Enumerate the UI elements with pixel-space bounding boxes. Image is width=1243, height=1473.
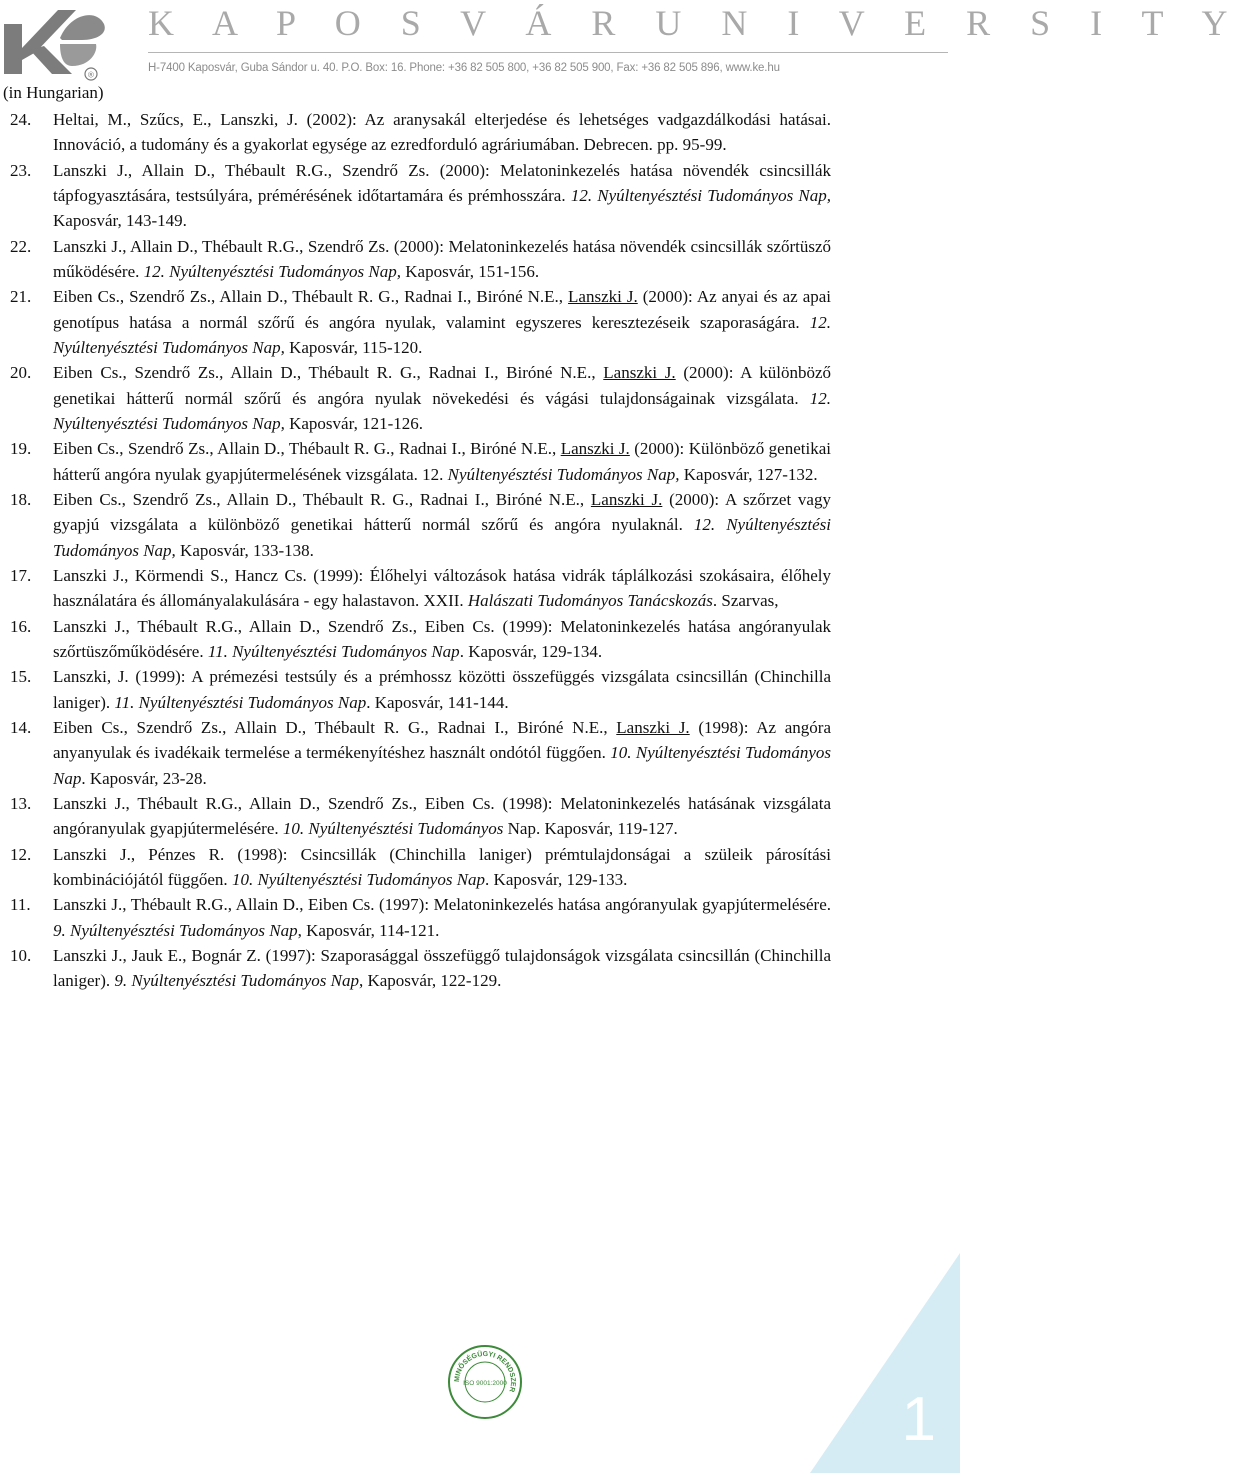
reference-segment: Kaposvár, 133-138.	[175, 540, 314, 560]
reference-segment: Heltai, M., Szűcs, E., Lanszki, J. (2002): Az aranysakál elterjedése és lehetséges vadgazdálkodási hatásai. Innováció, a tudomány és a gyakorlat egysége az ezredforduló agráriumában. Debrecen. pp. 95-99.	[53, 110, 831, 155]
reference-number: 23.	[10, 160, 32, 180]
reference-segment: Lanszki J., Körmendi S., Hancz Cs. (1999): Élőhelyi változások hatása vidrák táplálkozási szokásaira, élőhely használatára és állományalakulására - egy halastavon. XXII.	[53, 565, 831, 611]
reference-segment: Lanszki J., Allain D., Thébault R.G., Szendrő Zs. (2000): Melatoninkezelés hatása növendék csincsillák szőrtüsző működésére.	[53, 236, 831, 281]
university-address: H-7400 Kaposvár, Guba Sándor u. 40. P.O. Box: 16. Phone: +36 82 505 800, +36 82 505 900, Fax: +36 82 505 896, www.ke.hu	[148, 62, 780, 74]
reference-segment: Eiben Cs., Szendrő Zs., Allain D., Thébault R. G., Radnai I., Biróné N.E.,	[53, 363, 604, 383]
reference-number: 20.	[10, 363, 32, 383]
reference-segment: (2000): A különböző genetikai hátterű normál szőrű és angóra nyulak növekedési és vágási tulajdonságainak vizsgálata.	[53, 363, 831, 408]
reference-segment: Lanszki J., Allain D., Thébault R.G., Szendrő Zs. (2000): Melatoninkezelés hatása növendék csincsillák tápfogyasztására, testsúlyára, prémérésének időtartamára és prémhosszára.	[53, 160, 831, 205]
reference-segment: , Kaposvár, 122-129.	[358, 971, 502, 991]
reference-item	[10, 943, 831, 994]
publication-title: 9. Nyúltenyésztési Tudományos Nap	[114, 971, 359, 991]
reference-segment: . Kaposvár, 129-133.	[485, 869, 628, 889]
header-divider	[148, 52, 948, 53]
reference-number: 19.	[10, 439, 32, 459]
reference-number: 11.	[10, 895, 31, 915]
reference-segment: . Kaposvár, 141-144.	[366, 692, 509, 712]
reference-item	[10, 436, 831, 487]
reference-segment: Lanszki J., Pénzes R. (1998): Csincsillák (Chinchilla laniger) prémtulajdonságai a szüleik párosítási kombinációjától függően.	[53, 844, 831, 889]
stamp-code: ISO 9001:2000	[463, 1380, 507, 1387]
highlighted-author: Lanszki J.	[590, 489, 663, 509]
highlighted-author: Lanszki J.	[560, 439, 630, 459]
publication-title: Nyúltenyésztési Tudományos Nap,	[447, 464, 680, 484]
reference-text	[53, 791, 831, 842]
reference-segment: (2000): A szőrzet vagy gyapjú vizsgálata a különböző genetikai hátterű normál szőrű és angóra nyulaknál.	[53, 489, 831, 535]
reference-number: 14.	[10, 717, 32, 737]
reference-text	[53, 360, 831, 436]
reference-item	[10, 360, 831, 436]
page-number: 1	[901, 1385, 936, 1454]
highlighted-author: Lanszki J.	[603, 363, 676, 383]
reference-segment: , Kaposvár, 114-121.	[297, 920, 440, 940]
iso-certification-stamp	[447, 1344, 523, 1420]
reference-number: 10.	[10, 945, 32, 965]
reference-text	[53, 107, 831, 158]
reference-item	[10, 664, 831, 715]
reference-item	[10, 842, 831, 893]
reference-number: 15.	[10, 667, 32, 687]
reference-number: 12.	[10, 844, 32, 864]
reference-segment: Lanszki J., Jauk E., Bognár Z. (1997): Szaporasággal összefüggő tulajdonságok vizsgálata csincsillán (Chinchilla laniger).	[53, 945, 831, 991]
reference-text	[53, 234, 831, 285]
reference-segment: Lanszki J., Thébault R.G., Allain D., Szendrő Zs., Eiben Cs. (1998): Melatoninkezelés hatásának vizsgálata angóranyulak gyapjútermelésére.	[53, 793, 831, 839]
reference-item	[10, 563, 831, 614]
reference-text	[53, 892, 831, 943]
reference-text	[53, 943, 831, 994]
reference-text	[53, 715, 831, 791]
reference-text	[53, 436, 831, 487]
reference-number: 16.	[10, 616, 32, 636]
reference-text	[53, 563, 831, 614]
publication-title: 12. Nyúltenyésztési Tudományos Nap,	[53, 312, 831, 357]
publication-title: 12. Nyúltenyésztési Tudományos Nap,	[570, 185, 832, 205]
reference-item	[10, 715, 831, 791]
highlighted-author: Lanszki J.	[616, 717, 690, 737]
reference-segment: Eiben Cs., Szendrő Zs., Allain D., Thébault R. G., Radnai I., Biróné N.E.,	[53, 717, 617, 737]
reference-text	[53, 487, 831, 563]
publication-title: 12. Nyúltenyésztési Tudományos Nap,	[53, 388, 831, 433]
reference-number: 21.	[10, 287, 32, 307]
publication-title: 12. Nyúltenyésztési Tudományos Nap,	[143, 261, 401, 281]
reference-segment: Lanszki, J. (1999): A prémezési testsúly és a prémhossz közötti összefüggés vizsgálata csincsillán (Chinchilla laniger).	[53, 667, 831, 712]
publication-title: 12. Nyúltenyésztési Tudományos Nap,	[53, 515, 831, 560]
reference-item	[10, 614, 831, 665]
stamp-text: MINŐSÉGÜGYI RENDSZER	[453, 1350, 517, 1393]
reference-segment: Lanszki J., Thébault R.G., Allain D., Eiben Cs. (1997): Melatoninkezelés hatása angóranyulak gyapjútermelésére.	[53, 895, 831, 915]
reference-segment: Lanszki J., Thébault R.G., Allain D., Szendrő Zs., Eiben Cs. (1999): Melatoninkezelés hatása angóranyulak szőrtüszőműködésére.	[53, 616, 831, 661]
reference-number: 17.	[10, 565, 32, 585]
reference-number: 13.	[10, 793, 32, 813]
reference-text	[53, 664, 831, 715]
reference-segment: Eiben Cs., Szendrő Zs., Allain D., Thébault R. G., Radnai I., Biróné N.E.,	[53, 287, 569, 307]
reference-segment: (2000): Különböző genetikai hátterű angóra nyulak gyapjútermelésének vizsgálata. 12.	[53, 439, 831, 484]
reference-segment: (1998): Az angóra anyanyulak és ivadékaik termelése a termékenyítéshez használt ondótól függően.	[53, 717, 831, 763]
reference-segment: Kaposvár, 151-156.	[401, 261, 540, 281]
publication-title: 10. Nyúltenyésztési Tudományos Nap	[231, 869, 486, 889]
university-logo	[0, 0, 110, 86]
reference-number: 18.	[10, 489, 32, 509]
corner-decoration	[810, 1253, 960, 1473]
reference-text	[53, 284, 831, 360]
publication-title: 9. Nyúltenyésztési Tudományos Nap	[53, 920, 298, 940]
highlighted-author: Lanszki J.	[568, 287, 638, 307]
reference-segment: Kaposvár, 121-126.	[284, 413, 423, 433]
reference-list	[10, 107, 831, 993]
reference-segment: . Kaposvár, 23-28.	[81, 768, 207, 788]
reference-item	[10, 158, 831, 234]
registered-mark: ®	[88, 70, 94, 80]
reference-text	[53, 614, 831, 665]
reference-segment: . Szarvas,	[712, 591, 779, 611]
reference-segment: (2000): Az anyai és az apai genotípus hatása a normál szőrű és angóra nyulak, valamint egyszeres keresztezéseik szaporaságára.	[53, 287, 832, 332]
publication-title: 11. Nyúltenyésztési Tudományos Nap	[114, 692, 367, 712]
publication-title: 10. Nyúltenyésztési Tudományos	[282, 819, 504, 839]
reference-item	[10, 284, 831, 360]
university-name: K A P O S V Á R U N I V E R S I T Y	[148, 3, 1243, 43]
reference-segment: Kaposvár, 143-149.	[53, 211, 187, 231]
publication-title: Halászati Tudományos Tanácskozás	[467, 591, 713, 611]
reference-item	[10, 892, 831, 943]
reference-item	[10, 234, 831, 285]
reference-segment: Eiben Cs., Szendrő Zs., Allain D., Thébault R. G., Radnai I., Biróné N.E.,	[53, 439, 561, 459]
reference-item	[10, 791, 831, 842]
reference-segment: Nap. Kaposvár, 119-127.	[503, 819, 678, 839]
reference-number: 24.	[10, 110, 32, 129]
reference-item	[10, 487, 831, 563]
language-note: (in Hungarian)	[3, 83, 104, 102]
reference-segment: . Kaposvár, 129-134.	[459, 641, 603, 661]
publication-title: 11. Nyúltenyésztési Tudományos Nap	[207, 641, 460, 661]
reference-item	[10, 107, 831, 158]
reference-segment: Kaposvár, 127-132.	[679, 464, 818, 484]
reference-segment: Eiben Cs., Szendrő Zs., Allain D., Thébault R. G., Radnai I., Biróné N.E.,	[53, 489, 591, 509]
publication-title: 10. Nyúltenyésztési Tudományos Nap	[53, 743, 832, 788]
reference-number: 22.	[10, 236, 32, 256]
reference-text	[53, 158, 831, 234]
reference-segment: Kaposvár, 115-120.	[284, 337, 423, 357]
reference-text	[53, 842, 831, 893]
